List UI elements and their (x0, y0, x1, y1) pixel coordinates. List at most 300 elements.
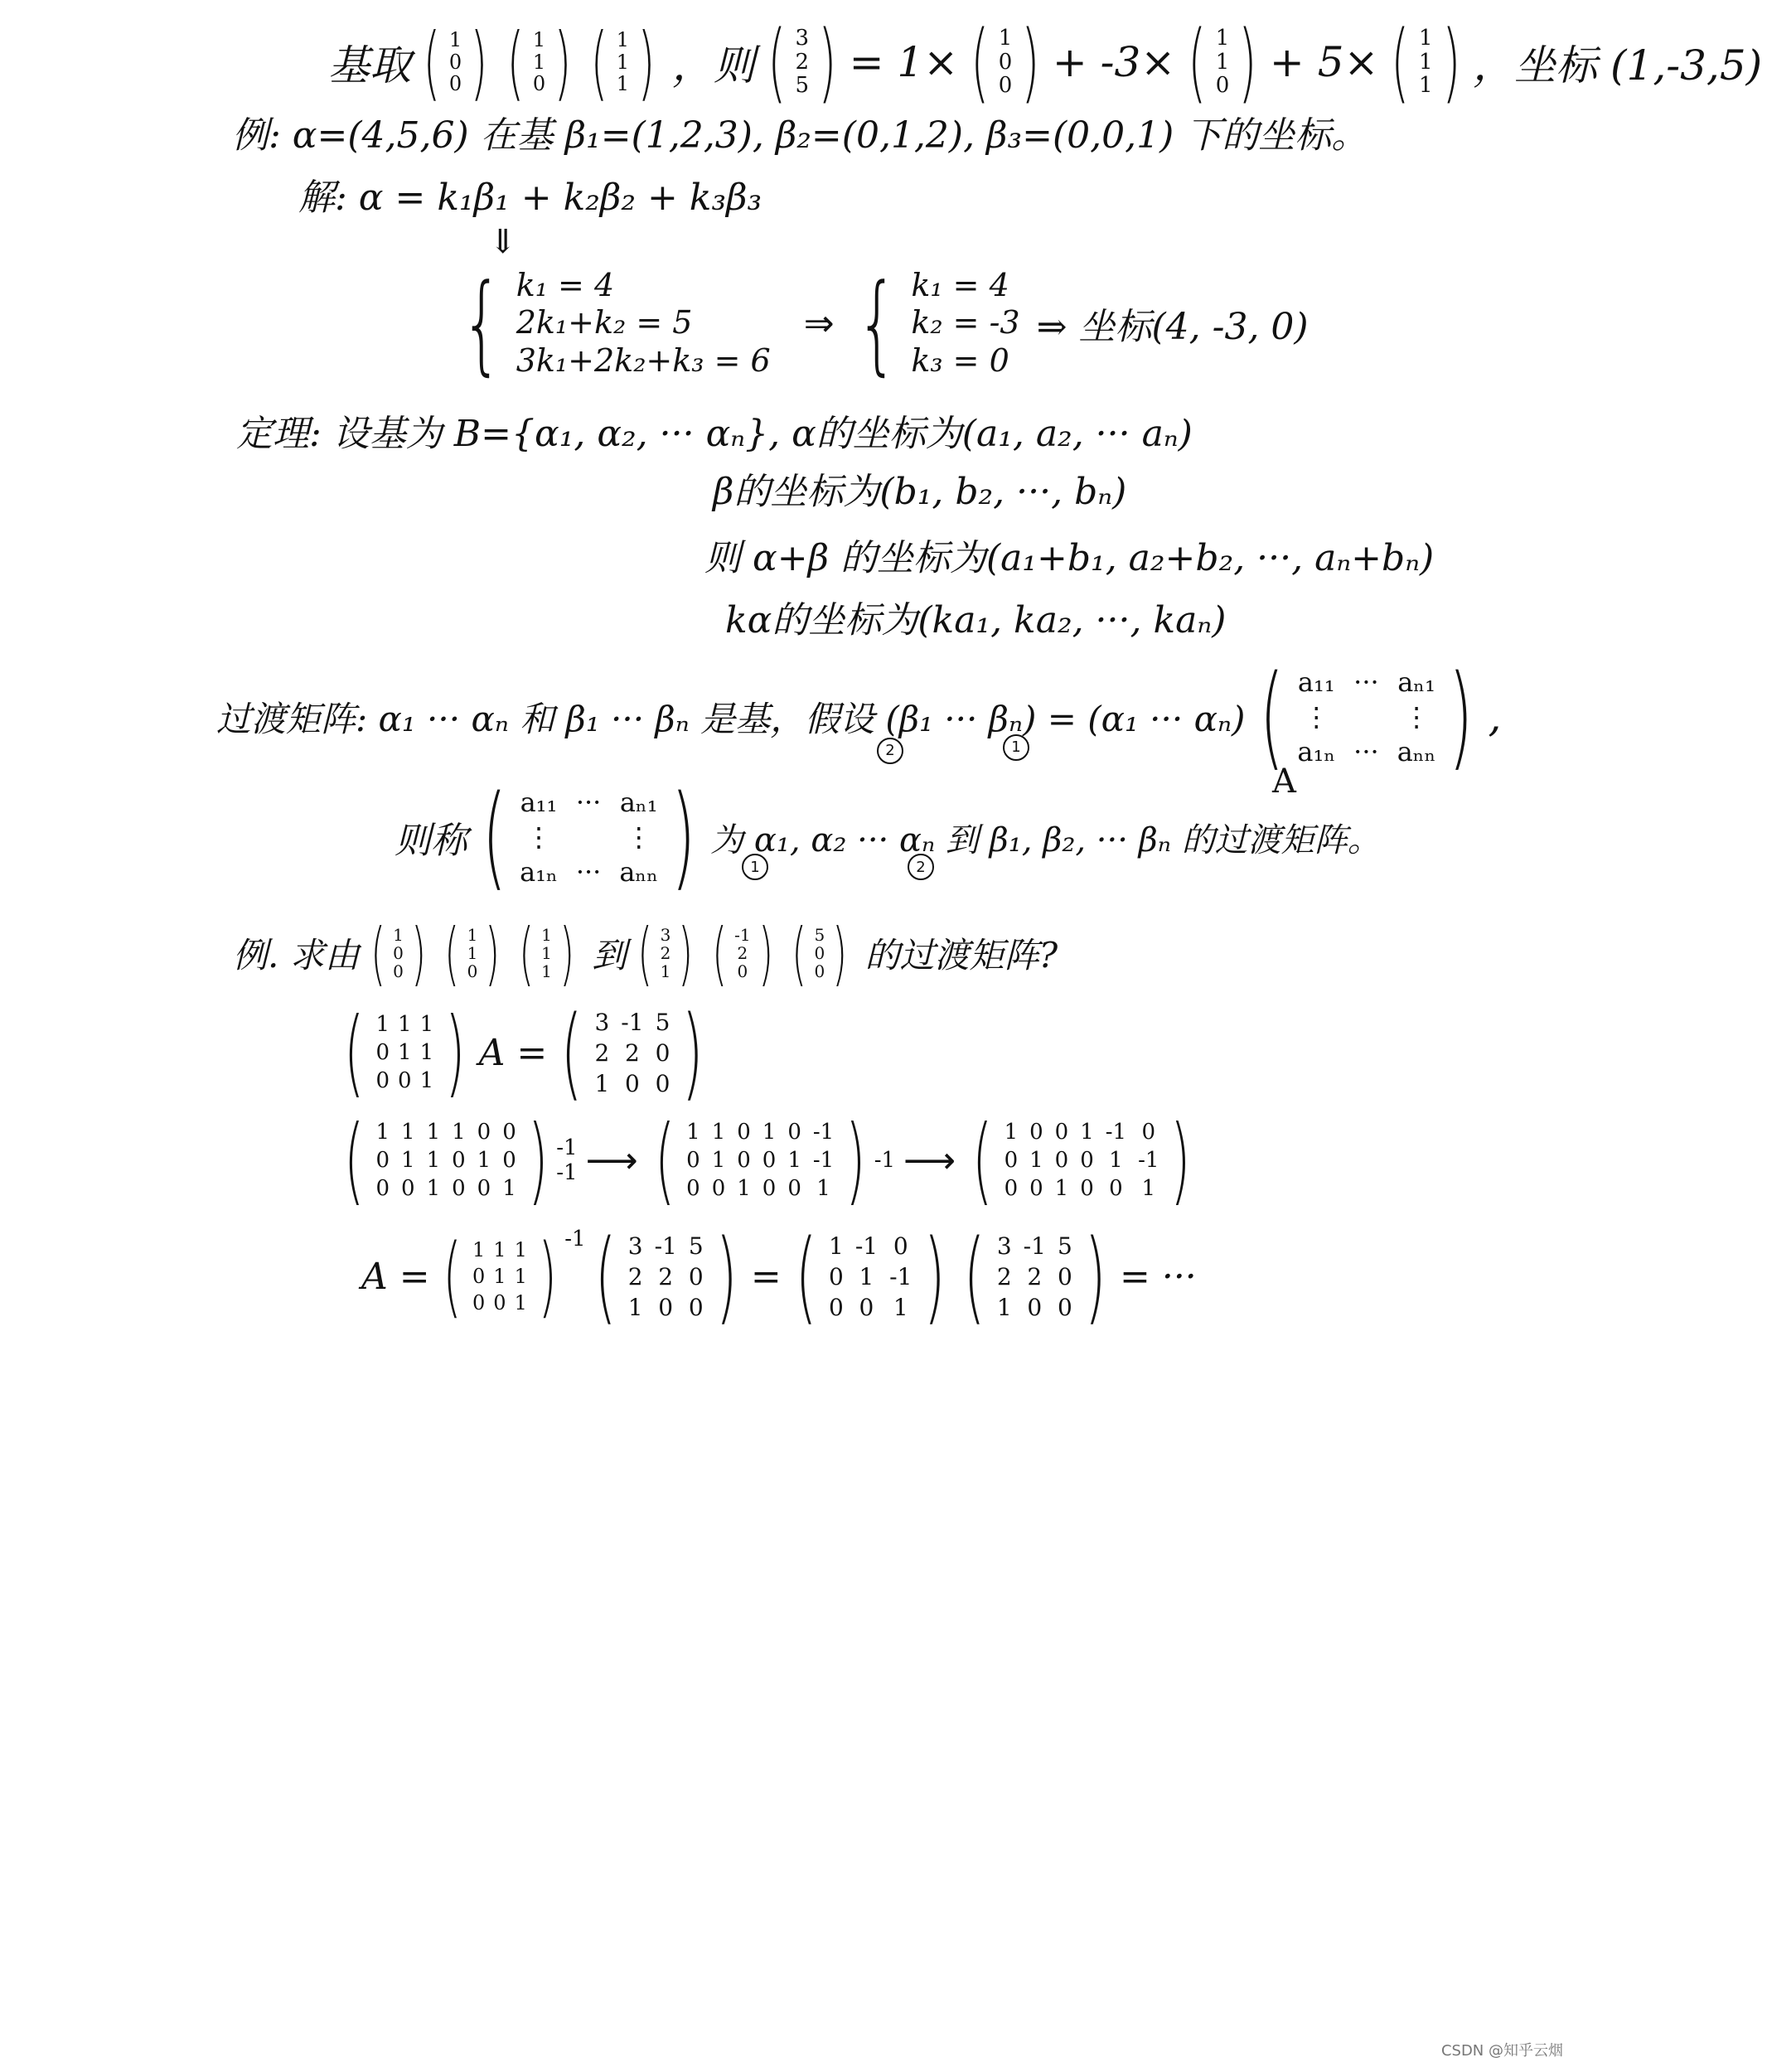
matrix-cell: 1 (893, 1293, 908, 1321)
matrix-cell: a₁₁ (1297, 666, 1335, 698)
matrix-cell: ··· (575, 856, 602, 888)
transition-matrix (1250, 651, 1483, 782)
matrix-cell: 0 (859, 1293, 874, 1321)
right-paren-icon: ) (818, 12, 837, 113)
left-paren-icon: ( (1260, 651, 1285, 782)
matrix-cell: 1 (514, 1265, 527, 1288)
right-paren-icon: ) (411, 913, 426, 994)
matrix-cell: 1 (711, 1120, 726, 1145)
vector-entry: -1 (734, 925, 751, 945)
right-paren-icon: ) (527, 1105, 549, 1215)
matrix-cell: 2 (627, 1262, 643, 1290)
transition-then-line (390, 772, 1386, 903)
matrix-cell: aₙ₁ (619, 787, 658, 818)
matrix-body (625, 1232, 707, 1321)
example2-title-a: 例. 求由 (233, 935, 360, 975)
right-paren-icon: ) (1084, 1218, 1106, 1335)
transition-comma: , (1488, 693, 1502, 741)
left-paren-icon: ( (506, 15, 525, 109)
matrix-cell: 0 (787, 1176, 801, 1201)
matrix-cell: ⋮ (1303, 701, 1330, 733)
matrix-cell: 1 (419, 1068, 434, 1093)
example2-to-vectors (632, 913, 859, 994)
matrix-cell: 0 (1004, 1148, 1019, 1173)
vector-entry: 1 (1418, 73, 1433, 99)
matrix-cell: a₁ₙ (1297, 736, 1336, 767)
vector-entry: 5 (795, 73, 810, 99)
example2-to-word: 到 (592, 935, 627, 975)
right-paren-icon: ) (1170, 1105, 1191, 1215)
row-op-2: -1 (874, 1148, 896, 1173)
matrix-cell: 1 (375, 1120, 390, 1145)
system-equation: k₂ = -3 (911, 304, 1020, 341)
matrix-cell: 0 (737, 1148, 751, 1173)
matrix-cell: 0 (1054, 1148, 1069, 1173)
matrix-cell (1353, 701, 1379, 733)
matrix-cell: 0 (762, 1176, 777, 1201)
vector-entry: 0 (393, 943, 404, 963)
system-equation: k₁ = 4 (911, 266, 1009, 303)
matrix-cell: 2 (594, 1038, 610, 1067)
matrix-cell: 0 (401, 1176, 415, 1201)
right-paren-icon: ) (758, 913, 773, 994)
right-paren-icon: ) (678, 913, 694, 994)
final-matrix-1 (435, 1225, 565, 1327)
right-paren-icon: ) (554, 15, 572, 109)
vector-entry: 0 (998, 49, 1013, 75)
column-vector (1214, 27, 1232, 98)
matrix-cell: a₁ₙ (520, 856, 558, 888)
example2-equation-1 (336, 994, 713, 1111)
matrix-cell: 1 (426, 1148, 441, 1173)
matrix-cell: 0 (472, 1265, 486, 1288)
right-paren-icon: ) (485, 913, 501, 994)
matrix-cell: 0 (1057, 1293, 1072, 1321)
column-vector (540, 926, 554, 980)
row-reduction (336, 1105, 1199, 1215)
final-matrix-2 (586, 1218, 746, 1335)
matrix-cell: 1 (816, 1176, 830, 1201)
matrix-cell: 1 (452, 1120, 466, 1145)
example1-solve: 解: α = k₁β₁ + k₂β₂ + k₃β₃ (298, 177, 762, 219)
vector-entry: 5 (814, 925, 825, 945)
left-paren-icon: ( (590, 15, 608, 109)
matrix-cell: 1 (787, 1148, 801, 1173)
vector-entry: 1 (616, 28, 630, 52)
matrix-cell: 0 (655, 1069, 670, 1097)
matrix-cell: ··· (1353, 736, 1379, 767)
right-paren-icon: ) (1021, 12, 1040, 113)
left-paren-icon: ( (560, 994, 583, 1111)
matrix-cell: 0 (893, 1232, 908, 1260)
vector-entry: 2 (737, 943, 748, 963)
matrix-cell: 0 (737, 1120, 751, 1145)
matrix-cell: 1 (711, 1148, 726, 1173)
matrix-cell: 2 (1027, 1262, 1043, 1290)
matrix-cell: 0 (375, 1040, 390, 1065)
matrix-cell: 2 (625, 1038, 640, 1067)
system-equation: 3k₁+2k₂+k₃ = 6 (516, 341, 771, 379)
example2-title (228, 913, 1063, 994)
vector-entry: 1 (1418, 26, 1433, 51)
theorem-line-1: 定理: 设基为 B={α₁, α₂, ··· αₙ}, α的坐标为(a₁, a₂, ··· aₙ) (236, 413, 1193, 455)
transition-then-suffix: 为 α₁, α₂ ··· αₙ 到 β₁, β₂, ··· βₙ 的过渡矩阵。 (710, 821, 1381, 859)
matrix-cell: ⋮ (1403, 701, 1431, 733)
matrix-cell: 0 (829, 1293, 844, 1321)
matrix-cell: 0 (686, 1148, 700, 1173)
matrix-cell: -1 (1023, 1232, 1046, 1260)
left-paren-icon: ( (442, 1225, 462, 1327)
matrix-cell: 0 (375, 1068, 390, 1093)
left-paren-icon: ( (344, 997, 365, 1107)
basis-prefix: 基取 (328, 41, 411, 90)
vector-entry: 1 (532, 28, 546, 52)
column-vector (793, 27, 811, 98)
coordinate-result: ，坐标 (1,-3,5) (1473, 41, 1763, 90)
matrix-cell: -1 (889, 1262, 913, 1290)
vector-entry: 1 (393, 925, 404, 945)
row-op-1 (556, 1135, 577, 1185)
matrix-cell: -1 (1138, 1148, 1159, 1173)
matrix-cell: 0 (375, 1176, 390, 1201)
left-paren-icon: ( (792, 913, 807, 994)
vector-entry: 2 (795, 49, 810, 75)
then-call-label: 则称 (395, 820, 467, 862)
left-paren-icon: ( (444, 913, 460, 994)
system-equation: k₁ = 4 (516, 266, 615, 303)
coef-2: + -3× (1052, 38, 1176, 86)
left-paren-icon: ( (1188, 12, 1207, 113)
matrix-body (825, 1232, 915, 1321)
left-paren-icon: ( (795, 1218, 817, 1335)
target-vector (760, 12, 845, 113)
matrix-cell: 0 (493, 1291, 506, 1314)
example1-systems (448, 261, 1314, 385)
matrix-cell: -1 (812, 1148, 835, 1173)
column-vector (615, 29, 631, 94)
matrix-cell: aₙ₁ (1397, 666, 1435, 698)
coef-3: + 5× (1269, 38, 1379, 86)
matrix-cell: 1 (398, 1040, 412, 1065)
coef-1: = 1× (849, 38, 959, 86)
vector-entry: 1 (998, 26, 1013, 51)
right-paren-icon: ) (1238, 12, 1257, 113)
matrix-cell: 0 (829, 1262, 844, 1290)
column-vector (812, 926, 826, 980)
right-paren-icon: ) (671, 772, 696, 903)
matrix-cell: 0 (1004, 1176, 1019, 1201)
matrix-cell: 0 (472, 1291, 486, 1314)
matrix-cell: 0 (711, 1176, 726, 1201)
example2-from-vectors (365, 913, 588, 994)
matrix-cell: -1 (654, 1232, 677, 1260)
matrix-cell: 0 (658, 1293, 674, 1321)
matrix-cell: 0 (688, 1262, 704, 1290)
matrix-cell: ⋮ (525, 821, 552, 853)
matrix-cell: 1 (737, 1176, 751, 1201)
column-vector (531, 29, 547, 94)
matrix-body (1294, 666, 1439, 767)
matrix-name-label: A (1272, 762, 1296, 801)
matrix-cell: -1 (1105, 1120, 1127, 1145)
right-paren-icon: ) (637, 15, 656, 109)
matrix-cell: 1 (996, 1293, 1012, 1321)
matrix-cell: 1 (493, 1238, 506, 1261)
inverse-exponent: -1 (564, 1227, 586, 1251)
matrix-cell: ··· (1353, 666, 1379, 698)
matrix-cell: 1 (419, 1040, 434, 1065)
left-paren-icon: ( (963, 1218, 985, 1335)
beta-circle-mark: 2 (877, 736, 903, 764)
eq1-mid: A = (478, 1031, 548, 1074)
matrix-cell: 1 (419, 1012, 434, 1037)
augmented-matrix-3 (964, 1105, 1199, 1215)
augmented-matrix-1 (336, 1105, 556, 1215)
matrix-cell: 1 (859, 1262, 874, 1290)
matrix-cell: 1 (426, 1176, 441, 1201)
matrix-cell: 1 (1141, 1176, 1156, 1201)
matrix-cell: 1 (627, 1293, 643, 1321)
left-paren-icon: ( (370, 913, 385, 994)
matrix-cell: 0 (398, 1068, 412, 1093)
vector-entry: 1 (541, 925, 552, 945)
matrix-cell: 3 (594, 1008, 610, 1036)
vector-entry: 0 (467, 961, 478, 981)
right-paren-icon: ) (845, 1105, 866, 1215)
matrix-cell: 1 (426, 1120, 441, 1145)
matrix-cell: 1 (477, 1148, 491, 1173)
vector-entry: 1 (541, 943, 552, 963)
vector-entry: 1 (467, 943, 478, 963)
matrix-body (469, 1238, 530, 1314)
vector-entry: 1 (616, 72, 630, 96)
matrix-cell (576, 821, 602, 853)
matrix-cell: 1 (1080, 1120, 1094, 1145)
left-paren-icon: ( (344, 1105, 365, 1215)
matrix-cell: 1 (375, 1012, 390, 1037)
matrix-cell: 0 (1080, 1176, 1094, 1201)
vector-entry: 0 (998, 73, 1013, 99)
vector-entry: 2 (660, 943, 671, 963)
circle-2-mark: 2 (908, 854, 934, 880)
vector-entry: 1 (532, 50, 546, 74)
system-equation: k₃ = 0 (911, 341, 1009, 379)
vector-entry: 1 (448, 28, 462, 52)
example2-title-b: 的过渡矩阵? (864, 935, 1058, 975)
right-paren-icon: ) (538, 1225, 557, 1327)
example1-title: 例: α=(4,5,6) 在基 β₁=(1,2,3), β₂=(0,1,2), β₃=(0,0,1) 下的坐标。 (232, 114, 1368, 157)
vector-entry: 0 (448, 50, 462, 74)
matrix-cell: 0 (1080, 1148, 1094, 1173)
matrix-body (683, 1120, 837, 1201)
left-paren-icon: ( (423, 15, 441, 109)
matrix-cell: aₙₙ (619, 856, 659, 888)
vector-entry: 1 (541, 961, 552, 981)
final-equation (356, 1218, 1202, 1335)
theorem-line-4: kα的坐标为(ka₁, ka₂, ···, kaₙ) (725, 599, 1227, 641)
vector-entry: 1 (1418, 49, 1433, 75)
left-paren-icon: ( (767, 12, 787, 113)
eq-vector-2 (1180, 12, 1265, 113)
column-vector (1417, 27, 1435, 98)
vector-entry: 0 (393, 961, 404, 981)
matrix-cell: 1 (472, 1238, 486, 1261)
matrix-cell: 2 (996, 1262, 1012, 1290)
augmented-matrix-2 (646, 1105, 874, 1215)
matrix-cell: 0 (1054, 1120, 1069, 1145)
matrix-cell: 1 (686, 1120, 700, 1145)
matrix-cell: 1 (1054, 1176, 1069, 1201)
vector-entry: 0 (814, 943, 825, 963)
watermark: CSDN @知乎云烟 (1440, 2042, 1563, 2060)
matrix-cell: 1 (398, 1012, 412, 1037)
left-paren-icon: ( (519, 913, 534, 994)
matrix-body (591, 1009, 673, 1097)
matrix-cell: 1 (514, 1238, 527, 1261)
matrix-cell: 2 (658, 1262, 674, 1290)
matrix-cell: aₙₙ (1397, 736, 1436, 767)
basis-coordinate-example (323, 12, 1767, 113)
eq-vector-3 (1383, 12, 1468, 113)
column-vector (659, 926, 673, 980)
matrix-cell: 0 (762, 1148, 777, 1173)
matrix-cell: 0 (502, 1120, 516, 1145)
column-vector (997, 27, 1014, 98)
final-matrix-4 (955, 1218, 1115, 1335)
right-paren-icon: ) (832, 913, 848, 994)
basis-vectors (416, 15, 667, 109)
transition-definition (211, 651, 1506, 782)
matrix-cell: 1 (502, 1176, 516, 1201)
matrix-cell: 1 (514, 1291, 527, 1314)
matrix-cell: -1 (621, 1008, 644, 1036)
matrix-cell: 1 (594, 1069, 610, 1097)
matrix-cell: 1 (1029, 1148, 1043, 1173)
vector-entry: 1 (1215, 26, 1230, 51)
circle-1-mark: 1 (742, 854, 768, 880)
matrix-cell: a₁₁ (520, 787, 558, 818)
left-paren-icon: ( (654, 1105, 675, 1215)
left-paren-icon: ( (972, 1105, 993, 1215)
matrix-body (1001, 1120, 1163, 1201)
matrix-cell: 0 (375, 1148, 390, 1173)
matrix-cell: 5 (688, 1232, 704, 1260)
left-paren-icon: ( (971, 12, 990, 113)
left-brace-icon: { (461, 260, 503, 386)
matrix-cell: 1 (762, 1120, 777, 1145)
long-arrow-icon: ⟶ (585, 1139, 638, 1182)
system-right (911, 267, 1019, 380)
left-paren-icon: ( (482, 772, 507, 903)
final-eq: = (750, 1255, 782, 1298)
matrix-cell: 0 (688, 1293, 704, 1321)
column-vector (466, 926, 480, 980)
matrix-cell: 3 (996, 1232, 1012, 1260)
vector-entry: 3 (660, 925, 671, 945)
matrix-body (516, 787, 661, 888)
matrix-cell: 0 (655, 1038, 670, 1067)
theorem-line-3: 则 α+β 的坐标为(a₁+b₁, a₂+b₂, ···, aₙ+bₙ) (704, 537, 1435, 579)
transition-label: 过渡矩阵: α₁ ··· αₙ 和 β₁ ··· βₙ 是基，假设 (β₁ ··· βₙ) = (α₁ ··· αₙ) (216, 699, 1246, 739)
matrix-cell: 5 (655, 1008, 670, 1036)
vector-entry: 0 (448, 72, 462, 96)
vector-entry: 1 (467, 925, 478, 945)
matrix-cell: 0 (477, 1176, 491, 1201)
matrix-cell: 0 (1109, 1176, 1123, 1201)
example1-result: ⇒ 坐标(4, -3, 0) (1036, 306, 1309, 348)
matrix-cell: 1 (1109, 1148, 1123, 1173)
matrix-body (994, 1232, 1076, 1321)
vector-entry: 1 (660, 961, 671, 981)
left-paren-icon: ( (594, 1218, 617, 1335)
matrix-cell: 0 (787, 1120, 801, 1145)
right-paren-icon: ) (1441, 12, 1460, 113)
matrix-body (372, 1120, 519, 1201)
final-tail: = ··· (1119, 1255, 1197, 1298)
matrix-cell: 1 (1004, 1120, 1019, 1145)
matrix-cell: 0 (686, 1176, 700, 1201)
column-vector (448, 29, 463, 94)
matrix-cell: 1 (829, 1232, 844, 1260)
left-paren-icon: ( (637, 913, 653, 994)
matrix-cell: 0 (452, 1148, 466, 1173)
alpha-circle-mark: 1 (1003, 733, 1029, 761)
right-paren-icon: ) (1449, 651, 1474, 782)
eq-vector-1 (963, 12, 1048, 113)
matrix-cell: -1 (854, 1232, 879, 1260)
long-arrow-icon: ⟶ (903, 1139, 956, 1182)
matrix-cell: 0 (1057, 1262, 1072, 1290)
implies-icon: ⇒ (803, 302, 835, 345)
theorem-line-2: β的坐标为(b₁, b₂, ···, bₙ) (713, 471, 1127, 513)
column-vector (733, 926, 752, 980)
vector-entry: 0 (532, 72, 546, 96)
matrix-body (372, 1012, 437, 1093)
matrix-cell: ⋮ (625, 821, 652, 853)
column-vector (391, 926, 405, 980)
transition-matrix-repeat (472, 772, 705, 903)
matrix-cell: 0 (1141, 1120, 1156, 1145)
row-op-1-bottom: -1 (556, 1160, 578, 1185)
matrix-cell: 1 (401, 1120, 415, 1145)
then-label: ，则 (671, 41, 755, 90)
matrix-cell: ··· (575, 787, 602, 818)
matrix-cell: 5 (1057, 1232, 1072, 1260)
system-left (516, 267, 771, 380)
left-brace-icon: { (856, 260, 898, 386)
matrix-cell: 0 (625, 1069, 640, 1097)
matrix-cell: 1 (493, 1265, 506, 1288)
right-paren-icon: ) (924, 1218, 946, 1335)
right-paren-icon: ) (470, 15, 488, 109)
vector-entry: 0 (1215, 73, 1230, 99)
vector-entry: 0 (814, 961, 825, 981)
right-paren-icon: ) (682, 994, 704, 1111)
right-paren-icon: ) (715, 1218, 738, 1335)
vector-entry: 1 (1215, 49, 1230, 75)
left-paren-icon: ( (712, 913, 727, 994)
matrix-cell: 1 (401, 1148, 415, 1173)
right-paren-icon: ) (559, 913, 574, 994)
matrix-cell: -1 (812, 1120, 835, 1145)
down-arrow-icon: ⇓ (489, 223, 517, 261)
left-paren-icon: ( (1391, 12, 1410, 113)
matrix-cell: 0 (477, 1120, 491, 1145)
row-op-1-top: -1 (556, 1135, 578, 1160)
vector-entry: 3 (795, 26, 810, 51)
matrix-cell: 0 (1029, 1176, 1043, 1201)
vector-entry: 0 (737, 961, 748, 981)
